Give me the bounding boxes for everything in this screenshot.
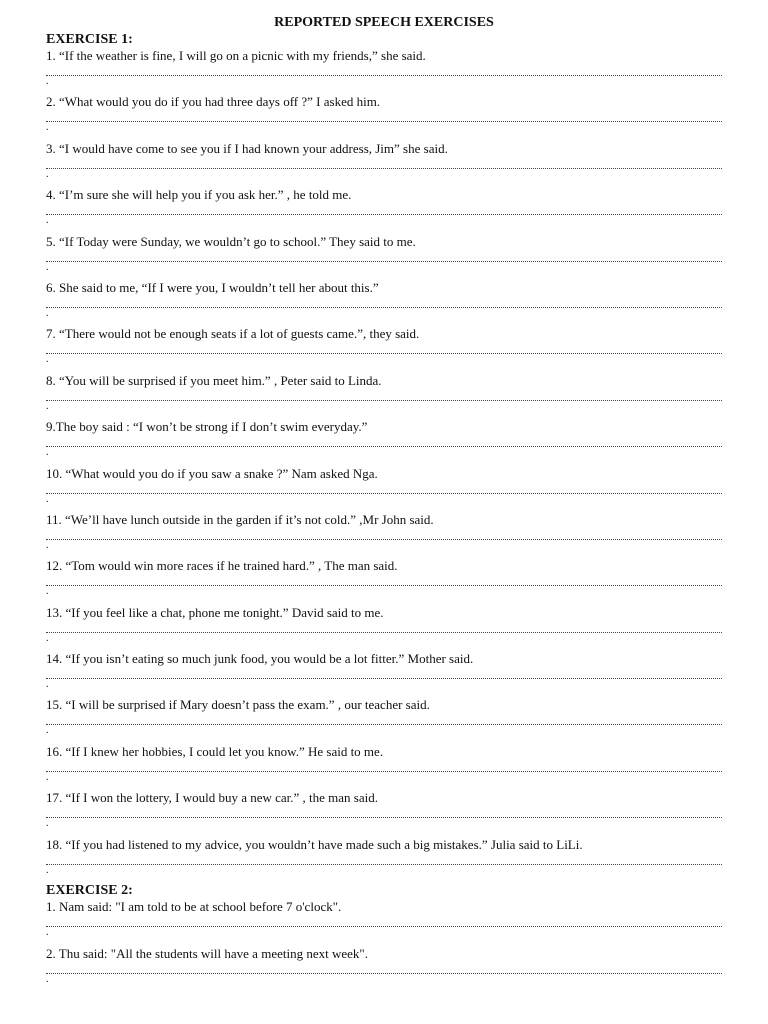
answer-line-end-mark: .: [46, 168, 49, 180]
question-text: 15. “I will be surprised if Mary doesn’t pass the exam.” , our teacher said.: [46, 697, 430, 713]
answer-line-end-mark: .: [46, 927, 49, 939]
answer-line-end-mark: .: [46, 215, 49, 227]
answer-line[interactable]: [46, 121, 722, 122]
question-item: [46, 280, 722, 326]
answer-line[interactable]: [46, 678, 722, 679]
question-item: [46, 419, 722, 465]
answer-line[interactable]: [46, 400, 722, 401]
question-text: 1. Nam said: "I am told to be at school before 7 o'clock".: [46, 899, 342, 915]
question-text: 11. “We’ll have lunch outside in the garden if it’s not cold.” ,Mr John said.: [46, 511, 434, 527]
question-text: 1. “If the weather is fine, I will go on a picnic with my friends,” she said.: [46, 48, 426, 63]
question-text: 3. “I would have come to see you if I had known your address, Jim” she said.: [46, 140, 448, 156]
worksheet-page: [46, 14, 722, 993]
answer-line-end-mark: .: [46, 974, 49, 986]
question-item: [46, 837, 722, 883]
question-text: 7. “There would not be enough seats if a lot of guests came.”, they said.: [46, 326, 420, 342]
answer-line-end-mark: .: [46, 400, 49, 412]
question-text: 6. She said to me, “If I were you, I wouldn’t tell her about this.”: [46, 279, 379, 295]
question-text: 16. “If I knew her hobbies, I could let you know.” He said to me.: [46, 743, 384, 759]
answer-line[interactable]: [46, 261, 722, 262]
answer-line-end-mark: .: [46, 539, 49, 551]
answer-line[interactable]: [46, 864, 722, 865]
question-text: 2. Thu said: "All the students will have a meeting next week".: [46, 946, 368, 962]
answer-line[interactable]: [46, 926, 722, 927]
question-item: [46, 744, 722, 790]
question-text: 10. “What would you do if you saw a snake ?” Nam asked Nga.: [46, 465, 378, 481]
answer-line-end-mark: .: [46, 864, 49, 876]
answer-line[interactable]: [46, 446, 722, 447]
exercise-2-items: [46, 899, 722, 993]
answer-line[interactable]: [46, 585, 722, 586]
question-item: [46, 651, 722, 697]
page-title: REPORTED SPEECH EXERCISES: [274, 15, 494, 30]
exercise-1-items: [46, 48, 722, 883]
answer-line-end-mark: .: [46, 261, 49, 273]
answer-line-end-mark: .: [46, 76, 49, 87]
exercise-1-heading: EXERCISE 1:: [46, 32, 133, 47]
question-item: [46, 605, 722, 651]
question-item: [46, 326, 722, 372]
answer-line-end-mark: .: [46, 586, 49, 598]
answer-line[interactable]: [46, 353, 722, 354]
question-item: [46, 512, 722, 558]
question-text: 2. “What would you do if you had three days off ?” I asked him.: [46, 94, 381, 110]
answer-line[interactable]: [46, 771, 722, 772]
answer-line[interactable]: [46, 817, 722, 818]
question-item: [46, 558, 722, 604]
answer-line-end-mark: .: [46, 122, 49, 134]
answer-line[interactable]: [46, 973, 722, 974]
answer-line[interactable]: [46, 539, 722, 540]
question-text: 17. “If I won the lottery, I would buy a new car.” , the man said.: [46, 790, 379, 806]
answer-line-end-mark: .: [46, 771, 49, 783]
question-text: 9.The boy said : “I won’t be strong if I don’t swim everyday.”: [46, 419, 368, 435]
answer-line[interactable]: [46, 307, 722, 308]
answer-line-end-mark: .: [46, 307, 49, 319]
answer-line-end-mark: .: [46, 679, 49, 691]
answer-line[interactable]: [46, 632, 722, 633]
question-item: [46, 466, 722, 512]
question-item: [46, 94, 722, 140]
question-item: [46, 373, 722, 419]
question-item: [46, 946, 722, 993]
question-text: 14. “If you isn’t eating so much junk food, you would be a lot fitter.” Mother said.: [46, 651, 474, 667]
question-item: [46, 697, 722, 743]
question-text: 8. “You will be surprised if you meet him.” , Peter said to Linda.: [46, 372, 382, 388]
answer-line[interactable]: [46, 75, 722, 76]
exercise-1: [46, 32, 722, 883]
answer-line-end-mark: .: [46, 632, 49, 644]
answer-line-end-mark: .: [46, 818, 49, 830]
question-text: 5. “If Today were Sunday, we wouldn’t go to school.” They said to me.: [46, 233, 416, 249]
question-text: 18. “If you had listened to my advice, you wouldn’t have made such a big mistakes.” Julia said to LiLi.: [46, 836, 583, 852]
exercise-2-heading: EXERCISE 2:: [46, 883, 133, 899]
answer-line[interactable]: [46, 724, 722, 725]
question-text: 4. “I’m sure she will help you if you ask her.” , he told me.: [46, 187, 352, 203]
question-item: [46, 234, 722, 280]
answer-line[interactable]: [46, 168, 722, 169]
answer-line[interactable]: [46, 214, 722, 215]
question-text: 13. “If you feel like a chat, phone me tonight.” David said to me.: [46, 604, 384, 620]
exercise-2: [46, 883, 722, 993]
answer-line-end-mark: .: [46, 725, 49, 737]
answer-line-end-mark: .: [46, 354, 49, 366]
question-text: 12. “Tom would win more races if he trained hard.” , The man said.: [46, 558, 398, 574]
question-item: [46, 899, 722, 946]
answer-line-end-mark: .: [46, 493, 49, 505]
question-item: [46, 187, 722, 233]
question-item: [46, 141, 722, 187]
answer-line-end-mark: .: [46, 447, 49, 459]
answer-line[interactable]: [46, 493, 722, 494]
question-item: [46, 48, 722, 94]
question-item: [46, 790, 722, 836]
